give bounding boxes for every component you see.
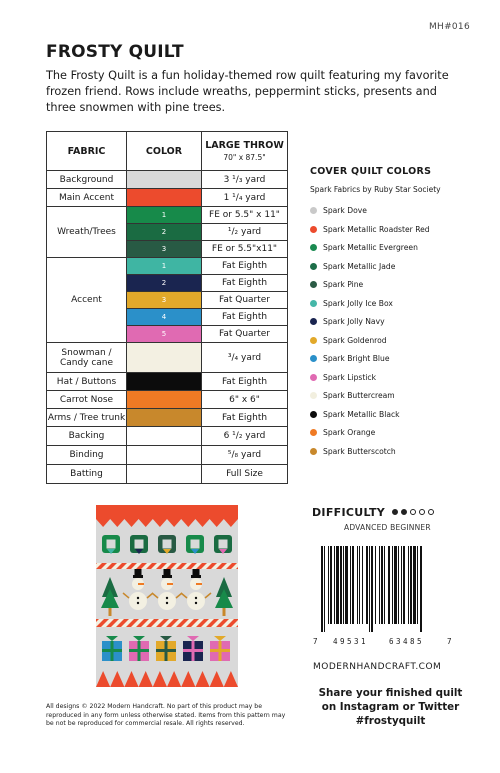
fabric-amount: Fat Eighth bbox=[202, 275, 288, 292]
share-line-2: on Instagram or Twitter bbox=[321, 701, 460, 713]
snowman-body bbox=[187, 592, 205, 610]
fabric-amount: ³/₄ yard bbox=[202, 343, 288, 373]
snowman-hat bbox=[193, 569, 200, 576]
barcode-bar bbox=[340, 546, 342, 624]
color-dot bbox=[310, 448, 317, 455]
wreath-center bbox=[219, 540, 228, 549]
color-name: Spark Lipstick bbox=[323, 372, 377, 382]
snowman-button bbox=[195, 602, 197, 604]
page-title: FROSTY QUILT bbox=[46, 42, 184, 62]
color-name: Spark Bright Blue bbox=[323, 354, 390, 363]
barcode-bar bbox=[375, 546, 376, 624]
color-swatch bbox=[127, 373, 202, 391]
fabric-group-name: Wreath/Trees bbox=[47, 207, 127, 258]
color-swatch bbox=[127, 427, 202, 446]
color-dot bbox=[310, 300, 317, 307]
fabric-amount: 3 ¹/₃ yard bbox=[202, 171, 288, 189]
snowman-button bbox=[137, 602, 139, 604]
wreath-center bbox=[191, 540, 200, 549]
color-swatch: 4 bbox=[127, 309, 202, 326]
color-swatch bbox=[127, 465, 202, 484]
barcode-bar bbox=[408, 546, 409, 624]
barcode-group-1: 49531 bbox=[333, 637, 369, 646]
fabric-column-header: FABRIC bbox=[47, 132, 127, 171]
color-dot bbox=[310, 263, 317, 270]
color-swatch bbox=[127, 343, 202, 373]
color-swatch bbox=[127, 171, 202, 189]
snowman-body bbox=[129, 592, 147, 610]
color-column-header: COLOR bbox=[127, 132, 202, 171]
barcode-bar bbox=[359, 546, 360, 624]
barcode-bar bbox=[352, 546, 354, 624]
fabric-name: Background bbox=[47, 171, 127, 189]
barcode-bar bbox=[403, 546, 405, 624]
wreath-center bbox=[163, 540, 172, 549]
cover-colors-title: COVER QUILT COLORS bbox=[310, 166, 432, 177]
fabric-name: Hat / Buttons bbox=[47, 373, 127, 391]
color-dot bbox=[310, 411, 317, 418]
present-ribbon bbox=[156, 649, 176, 652]
website-link[interactable]: MODERNHANDCRAFT.COM bbox=[313, 662, 442, 672]
empty-dot bbox=[419, 509, 425, 515]
color-swatch: 2 bbox=[127, 224, 202, 241]
color-swatch: 1 bbox=[127, 258, 202, 275]
fabric-name: Backing bbox=[47, 427, 127, 446]
color-swatch bbox=[127, 446, 202, 465]
snowman-hat bbox=[135, 569, 142, 576]
present-ribbon bbox=[102, 649, 122, 652]
barcode-bar bbox=[350, 546, 351, 624]
color-dot bbox=[310, 355, 317, 362]
barcode-bar bbox=[328, 546, 329, 624]
difficulty-label: DIFFICULTY bbox=[312, 506, 386, 519]
snowman-hat bbox=[164, 569, 171, 576]
snowman-nose bbox=[138, 583, 144, 585]
empty-dot bbox=[428, 509, 434, 515]
color-dot bbox=[310, 337, 317, 344]
color-name: Spark Pine bbox=[323, 280, 364, 289]
cover-color-item bbox=[310, 317, 385, 326]
barcode-bar bbox=[345, 546, 348, 624]
color-dot bbox=[310, 318, 317, 325]
tree-trunk bbox=[109, 608, 112, 616]
color-name: Spark Dove bbox=[323, 206, 367, 215]
present-ribbon bbox=[183, 649, 203, 652]
barcode-bar bbox=[324, 546, 325, 632]
fabric-amount: 6 ¹/₂ yard bbox=[202, 427, 288, 446]
barcode-bar bbox=[410, 546, 412, 624]
size-dimensions: 70" x 87.5" bbox=[223, 153, 266, 162]
fabric-amount: Full Size bbox=[202, 465, 288, 484]
barcode-bar bbox=[330, 546, 332, 624]
barcode-bar bbox=[413, 546, 416, 624]
table-row bbox=[47, 409, 288, 427]
fabric-name: Snowman / Candy cane bbox=[47, 343, 127, 373]
cover-color-item bbox=[310, 336, 387, 345]
color-name: Spark Buttercream bbox=[323, 391, 395, 400]
fabric-amount: Fat Eighth bbox=[202, 373, 288, 391]
snowman-nose bbox=[196, 583, 202, 585]
color-dot bbox=[310, 281, 317, 288]
filled-dot bbox=[401, 509, 407, 515]
color-swatch bbox=[127, 409, 202, 427]
present-ribbon bbox=[210, 649, 230, 652]
table-row bbox=[47, 373, 288, 391]
color-swatch bbox=[127, 189, 202, 207]
copyright-notice: All designs © 2022 Modern Handcraft. No part of this product may be reproduced in any form unless otherwise stated. Items from this pattern may be not be reproduced for commercial resale. All rights reserved. bbox=[46, 703, 286, 728]
filled-dot bbox=[392, 509, 398, 515]
fabric-amount: 6" x 6" bbox=[202, 391, 288, 409]
snowman-body bbox=[158, 592, 176, 610]
cover-color-item bbox=[310, 410, 400, 419]
cover-color-item bbox=[310, 447, 396, 456]
snowman-button bbox=[166, 602, 168, 604]
table-row bbox=[47, 427, 288, 446]
barcode-bar bbox=[417, 546, 418, 624]
color-swatch: 3 bbox=[127, 241, 202, 258]
barcode-bar bbox=[379, 546, 380, 624]
snowman-nose bbox=[167, 583, 173, 585]
color-name: Spark Jolly Navy bbox=[323, 317, 385, 326]
barcode-bar bbox=[420, 546, 422, 632]
cover-color-item bbox=[310, 299, 393, 308]
table-row bbox=[47, 465, 288, 484]
cover-color-item bbox=[310, 206, 367, 215]
fabric-amount: ⁵/₈ yard bbox=[202, 446, 288, 465]
empty-dot bbox=[410, 509, 416, 515]
fabric-amount: Fat Eighth bbox=[202, 309, 288, 326]
color-swatch: 3 bbox=[127, 292, 202, 309]
color-dot bbox=[310, 226, 317, 233]
barcode-bar bbox=[357, 546, 358, 624]
barcode-bar bbox=[366, 546, 368, 624]
fabric-amount: FE or 5.5"x11" bbox=[202, 241, 288, 258]
color-name: Spark Butterscotch bbox=[323, 446, 396, 456]
barcode-bar bbox=[336, 546, 339, 624]
barcode-bar bbox=[401, 546, 402, 624]
table-row bbox=[47, 189, 288, 207]
barcode bbox=[313, 544, 455, 634]
cover-color-item bbox=[310, 373, 376, 382]
hashtag[interactable]: #frostyquilt bbox=[355, 715, 426, 727]
fabric-amount: Fat Eighth bbox=[202, 409, 288, 427]
cover-color-item bbox=[310, 391, 395, 400]
difficulty-rating bbox=[392, 509, 434, 515]
snowman-button bbox=[166, 597, 168, 599]
share-line-1: Share your finished quilt bbox=[318, 687, 463, 699]
color-name: Spark Jolly Ice Box bbox=[323, 298, 393, 308]
color-dot bbox=[310, 429, 317, 436]
barcode-bar bbox=[392, 546, 393, 624]
quilt-top-band bbox=[96, 505, 238, 519]
color-swatch: 2 bbox=[127, 275, 202, 292]
cover-color-item bbox=[310, 428, 375, 437]
cover-color-item bbox=[310, 280, 363, 289]
table-row bbox=[47, 343, 288, 373]
fabric-amount: Fat Quarter bbox=[202, 326, 288, 343]
cover-color-item bbox=[310, 243, 418, 252]
cover-color-item bbox=[310, 225, 430, 234]
pattern-code: MH#016 bbox=[428, 22, 470, 32]
table-row bbox=[47, 171, 288, 189]
color-name: Spark Metallic Roadster Red bbox=[323, 224, 430, 234]
fabric-amount: Fat Eighth bbox=[202, 258, 288, 275]
barcode-bar bbox=[334, 546, 335, 624]
fabric-amount: Fat Quarter bbox=[202, 292, 288, 309]
barcode-bar bbox=[362, 546, 363, 624]
color-dot bbox=[310, 244, 317, 251]
color-name: Spark Metallic Jade bbox=[323, 261, 396, 271]
fabric-name: Arms / Tree trunk bbox=[47, 409, 127, 427]
barcode-bar bbox=[388, 546, 390, 624]
snowman-button bbox=[137, 597, 139, 599]
cover-color-item bbox=[310, 354, 390, 363]
color-name: Spark Metallic Black bbox=[323, 409, 400, 419]
fabric-name: Carrot Nose bbox=[47, 391, 127, 409]
color-swatch: 1 bbox=[127, 207, 202, 224]
fabric-amount: 1 ¹/₄ yard bbox=[202, 189, 288, 207]
fabric-name: Binding bbox=[47, 446, 127, 465]
share-message bbox=[313, 686, 468, 728]
fabric-name: Main Accent bbox=[47, 189, 127, 207]
color-swatch: 5 bbox=[127, 326, 202, 343]
table-row bbox=[47, 258, 288, 275]
size-label: LARGE THROW bbox=[205, 140, 284, 151]
cover-colors-subtitle: Spark Fabrics by Ruby Star Society bbox=[310, 185, 441, 194]
table-row bbox=[47, 391, 288, 409]
barcode-bar bbox=[369, 546, 370, 632]
color-name: Spark Goldenrod bbox=[323, 335, 387, 345]
barcode-bar bbox=[398, 546, 399, 624]
barcode-bar bbox=[371, 546, 373, 632]
wreath-center bbox=[107, 540, 116, 549]
fabric-amount: FE or 5.5" x 11" bbox=[202, 207, 288, 224]
quilt-cover-image bbox=[96, 505, 238, 687]
color-dot bbox=[310, 374, 317, 381]
barcode-bar bbox=[381, 546, 383, 624]
barcode-left-digit: 7 bbox=[313, 637, 318, 646]
tree-trunk bbox=[223, 608, 226, 616]
intro-paragraph: The Frosty Quilt is a fun holiday-themed row quilt featuring my favorite frozen friend. Rows include wreaths, peppermint sticks, presents and three snowmen with pine trees. bbox=[46, 69, 449, 114]
color-dot bbox=[310, 207, 317, 214]
color-name: Spark Orange bbox=[323, 428, 376, 437]
color-swatch bbox=[127, 391, 202, 409]
fabric-requirements-table bbox=[46, 131, 288, 484]
present-ribbon bbox=[129, 649, 149, 652]
fabric-group-name: Accent bbox=[47, 258, 127, 343]
color-name: Spark Metallic Evergreen bbox=[323, 243, 418, 252]
barcode-bar bbox=[394, 546, 397, 624]
color-dot bbox=[310, 392, 317, 399]
fabric-amount: ¹/₂ yard bbox=[202, 224, 288, 241]
wreath-center bbox=[135, 540, 144, 549]
barcode-bar bbox=[321, 546, 323, 632]
barcode-right-digit: 7 bbox=[447, 637, 452, 646]
size-column-header bbox=[202, 132, 288, 171]
barcode-group-2: 63485 bbox=[389, 637, 425, 646]
snowman-button bbox=[195, 597, 197, 599]
barcode-bar bbox=[384, 546, 385, 624]
table-row bbox=[47, 446, 288, 465]
difficulty-level: ADVANCED BEGINNER bbox=[344, 523, 431, 532]
table-row bbox=[47, 207, 288, 224]
cover-color-item bbox=[310, 262, 395, 271]
barcode-bar bbox=[343, 546, 344, 624]
fabric-name: Batting bbox=[47, 465, 127, 484]
